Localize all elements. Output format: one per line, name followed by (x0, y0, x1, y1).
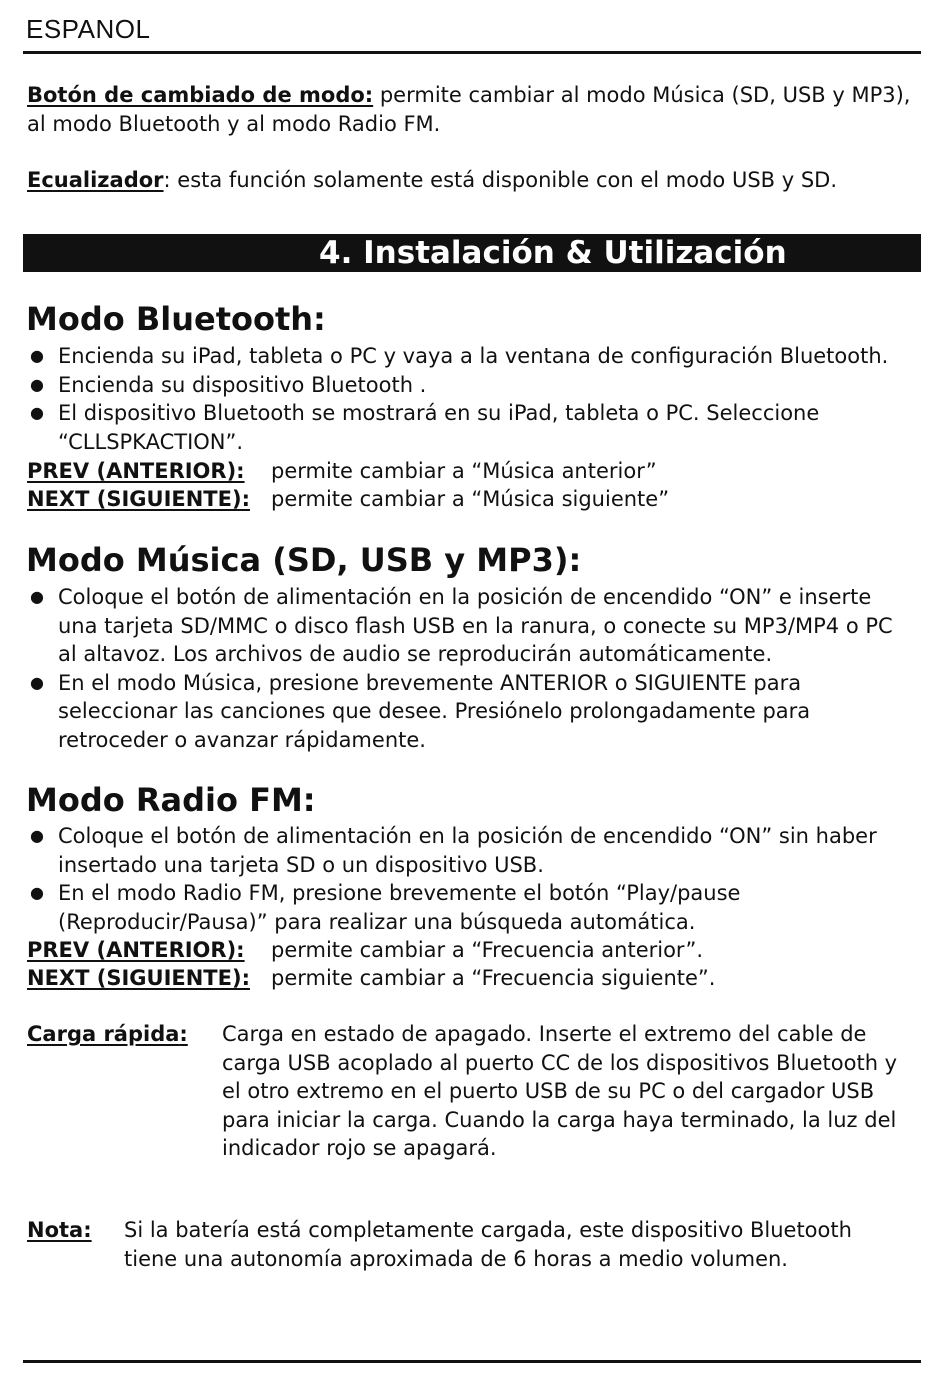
note-text: Si la batería está completamente cargada, este dispositivo Bluetooth tiene una autonomía aproximada de 6 horas a medio volumen. (124, 1218, 852, 1271)
next-label: NEXT (SIGUIENTE): (27, 487, 250, 511)
prev-description: permite cambiar a “Música anterior” (271, 459, 657, 483)
music-heading: Modo Música (SD, USB y MP3): (26, 541, 582, 579)
bullet-icon: ● (30, 672, 44, 692)
bullet-icon: ● (30, 403, 44, 422)
radio-prev-row (27, 936, 703, 965)
equalizer-label: Ecualizador (27, 168, 164, 192)
prev-label: PREV (ANTERIOR): (27, 938, 245, 962)
list-item (27, 583, 917, 669)
list-item (27, 371, 917, 400)
music-bullet-list (27, 583, 917, 754)
bullet-icon: ● (30, 883, 44, 902)
language-header: ESPANOL (26, 14, 151, 44)
list-item-text: Encienda su iPad, tableta o PC y vaya a la ventana de configuración Bluetooth. (58, 344, 889, 368)
equalizer-paragraph (27, 166, 917, 195)
prev-description: permite cambiar a “Frecuencia anterior”. (271, 938, 703, 962)
footer-rule (23, 1360, 921, 1363)
radio-bullet-list (27, 822, 917, 936)
list-item (27, 822, 917, 879)
list-item (27, 669, 917, 755)
next-description: permite cambiar a “Frecuencia siguiente”. (271, 966, 716, 990)
header-rule (23, 51, 921, 54)
note-label: Nota: (27, 1218, 92, 1242)
next-label: NEXT (SIGUIENTE): (27, 966, 250, 990)
next-description: permite cambiar a “Música siguiente” (271, 487, 670, 511)
prev-label: PREV (ANTERIOR): (27, 459, 245, 483)
fast-charge-text: Carga en estado de apagado. Inserte el extremo del cable de carga USB acoplado al puerto CC de los dispositivos Bluetooth y el otro extremo en el puerto USB de su PC o del cargador USB para iniciar la carga. Cuando la carga haya terminado, la luz del indicador rojo se apagará. (222, 1022, 898, 1160)
bullet-icon: ● (30, 346, 44, 365)
mode-button-label: Botón de cambiado de modo: (27, 83, 374, 107)
bullet-icon: ● (30, 826, 44, 845)
list-item-text: Encienda su dispositivo Bluetooth . (58, 372, 427, 397)
fast-charge-label-wrap (27, 1020, 188, 1049)
section-title-bar (23, 234, 921, 272)
bluetooth-bullet-list (27, 342, 917, 456)
bullet-icon: ● (30, 374, 44, 394)
fast-charge-block (27, 1020, 917, 1165)
mode-button-text: permite cambiar al modo Música (SD, USB y MP3), al modo Bluetooth y al modo Radio FM. (27, 83, 911, 136)
fast-charge-colon: : (179, 1022, 188, 1046)
bluetooth-next-row (27, 485, 669, 514)
radio-next-row (27, 964, 715, 993)
list-item (27, 399, 917, 456)
list-item-text: Coloque el botón de alimentación en la posición de encendido “ON” sin haber insertado una tarjeta SD o un dispositivo USB. (58, 824, 877, 877)
note-block (27, 1216, 917, 1276)
equalizer-text: : esta función solamente está disponible con el modo USB y SD. (163, 168, 838, 192)
mode-button-paragraph (27, 81, 917, 138)
section-title: 4. Instalación & Utilización (319, 235, 787, 271)
list-item-text: El dispositivo Bluetooth se mostrará en su iPad, tableta o PC. Seleccione “CLLSPKACTION”. (58, 401, 820, 454)
list-item (27, 879, 917, 936)
radio-heading: Modo Radio FM: (26, 781, 316, 819)
fast-charge-label: Carga rápida (27, 1022, 180, 1046)
list-item-text: En el modo Música, presione brevemente ANTERIOR o SIGUIENTE para seleccionar las canciones que desee. Presiónelo prolongadamente para retroceder o avanzar rápidamente. (58, 670, 811, 752)
list-item-text: Coloque el botón de alimentación en la posición de encendido “ON” e inserte una tarjeta SD/MMC o disco flash USB en la ranura, o conecte su MP3/MP4 o PC al altavoz. Los archivos de audio se reproducirán automáticamente. (58, 585, 893, 666)
list-item-text: En el modo Radio FM, presione brevemente el botón “Play/pause (Reproducir/Pausa)” para realizar una búsqueda automática. (58, 881, 741, 934)
list-item (27, 342, 917, 371)
bullet-icon: ● (30, 587, 44, 606)
bluetooth-prev-row (27, 457, 657, 486)
bluetooth-heading: Modo Bluetooth: (26, 300, 326, 338)
